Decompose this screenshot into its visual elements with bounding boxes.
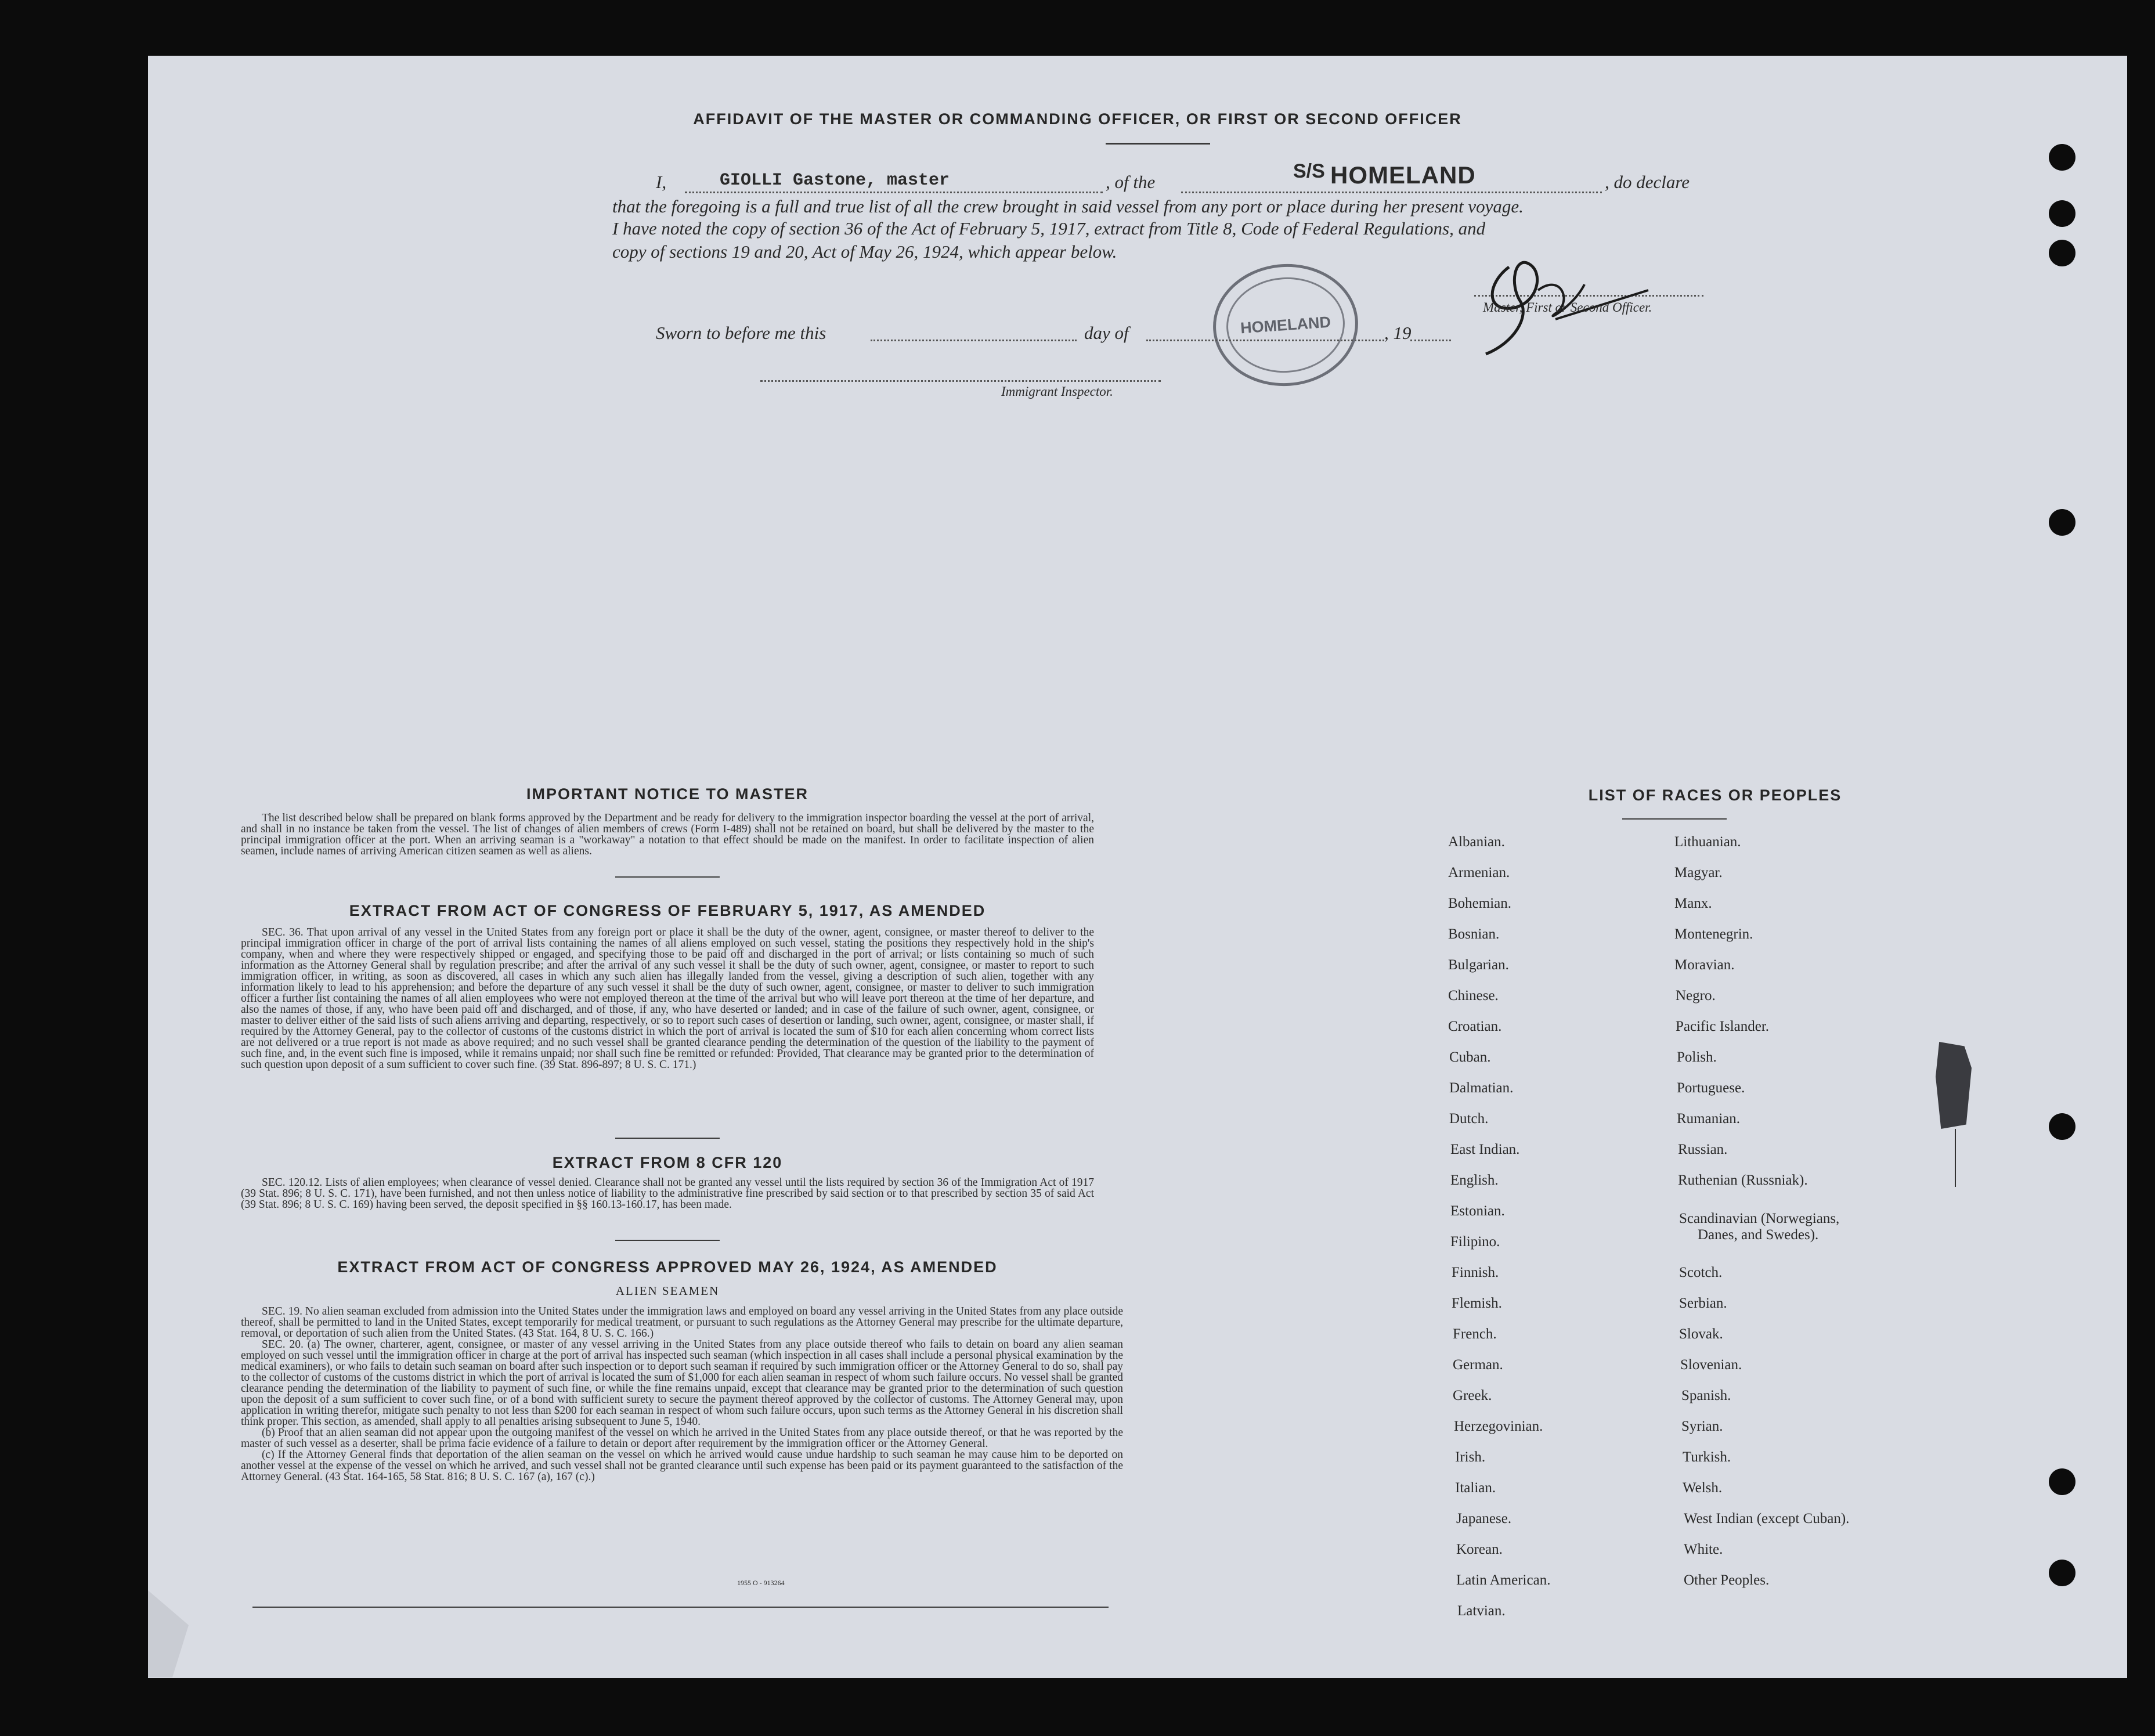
race-item: Dalmatian.: [1449, 1080, 1514, 1096]
race-item: Turkish.: [1683, 1449, 1731, 1465]
race-item: Rumanian.: [1677, 1111, 1741, 1127]
race-item: Welsh.: [1683, 1480, 1723, 1496]
sworn-year-dots: [1410, 340, 1451, 341]
race-item: French.: [1453, 1326, 1497, 1342]
year-prefix: , 19: [1384, 323, 1412, 343]
of-the-label: , of the: [1106, 172, 1156, 192]
races-title: LIST OF RACES OR PEOPLES: [1588, 786, 1842, 804]
extract-1917-rule: [615, 1138, 720, 1139]
race-item: Slovenian.: [1680, 1357, 1742, 1373]
notice-title: IMPORTANT NOTICE TO MASTER: [526, 785, 808, 803]
binder-hole: [2049, 509, 2075, 536]
binder-hole: [2049, 1468, 2075, 1495]
do-declare-label: , do declare: [1605, 172, 1690, 192]
race-item: Bohemian.: [1448, 896, 1512, 911]
race-item: Latin American.: [1456, 1572, 1551, 1588]
race-item: English.: [1450, 1172, 1499, 1188]
sworn-label: Sworn to before me this: [656, 323, 826, 343]
stamp-text: HOMELAND: [1240, 313, 1331, 337]
race-item: Lithuanian.: [1674, 834, 1741, 850]
race-item: Bulgarian.: [1448, 957, 1509, 973]
binder-hole: [2049, 200, 2075, 227]
notice-body: [241, 813, 1094, 857]
alien-seamen-subtitle: ALIEN SEAMEN: [615, 1284, 720, 1298]
race-item: Danes, and Swedes).: [1698, 1227, 1819, 1243]
section-20c-paragraph: (c) If the Attorney General finds that deportation of the alien seaman on the vessel on which he arrived would cause undue hardship to such seaman he may cause him to be deported on another vessel at the expense of the vessel on which he arrived, and such vessel shall not be granted clearance until such expense has been paid or its payment guaranteed to the satisfaction of the Attorney General. (43 Stat. 164-165, 58 Stat. 816; 8 U. S. C. 167 (a), 167 (c).): [241, 1449, 1123, 1483]
notice-paragraph: The list described below shall be prepared on blank forms approved by the Department and be ready for delivery to the immigration inspector boarding the vessel at the port of arrival, and shall in no instance be taken from the vessel. The list of changes of alien members of crews (Form I-489) shall not be retained on board, but shall be delivered by the master to the principal immigration officer at the port. When an arriving seaman is a "workaway" a notation to that effect should be made on the manifest. In order to facilitate inspection of alien seamen, include names of arriving American citizen seamen as well as aliens.: [241, 812, 1094, 857]
sworn-day-dots: [871, 340, 1077, 341]
race-item: Spanish.: [1681, 1388, 1731, 1403]
footer-rule: [252, 1607, 1109, 1608]
race-item: Bosnian.: [1448, 926, 1500, 942]
race-item: Finnish.: [1452, 1265, 1499, 1280]
notice-rule: [615, 876, 720, 878]
vessel-prefix: S/S: [1293, 160, 1325, 182]
race-item: Portuguese.: [1677, 1080, 1745, 1096]
declaration-line-3: I have noted the copy of section 36 of the Act of February 5, 1917, extract from Title 8, Code of Federal Regulations, and: [612, 218, 1486, 239]
races-title-rule: [1622, 818, 1727, 820]
race-item: Moravian.: [1674, 957, 1735, 973]
binder-hole: [2049, 144, 2075, 171]
race-item: Filipino.: [1450, 1234, 1500, 1250]
race-item: Estonian.: [1450, 1203, 1505, 1219]
race-item: Scotch.: [1679, 1265, 1723, 1280]
race-item: Croatian.: [1448, 1019, 1502, 1034]
extract-cfr-body: [241, 1177, 1094, 1210]
section-36-paragraph: SEC. 36. That upon arrival of any vessel in the United States from any foreign port or place it shall be the duty of the owner, agent, consignee, or master thereof to deliver to the principal immigration officer in charge of the port of arrival lists containing the names of all aliens employed on such vessel, stating the positions they respectively hold in the ship's company, when and where they were respectively shipped or engaged, and specifying those to be paid off and discharged in the port of arrival; or lists containing so much of such information as the Attorney General shall by regulation prescribe; and after the arrival of any such vessel it shall be the duty of such owner, agent, consignee, or master to report to such immigration officer, in writing, as soon as discovered, all cases in which any such alien has illegally landed from the vessel, giving a description of such alien, together with any information likely to lead to his apprehension; and before the departure of any such vessel it shall be the duty of such owner, agent, consignee, or master to deliver to such immigration officer a further list containing the names of all alien employees who were not employed thereon at the time of the arrival but who will leave port thereon at the time of her departure, and also the names of those, if any, who have been paid off and discharged, and of those, if any, who have deserted or landed; and in case of the failure of such owner, agent, consignee, or master to deliver either of the said lists of such aliens arriving and departing, respectively, or so to report such cases of desertion or landing, such owner, agent, consignee, or master shall, if required by the Attorney General, pay to the collector of customs of the customs district in which the port of arrival is located the sum of $10 for each alien concerning whom correct lists are not delivered or a true report is not made as above required; and no such vessel shall be granted clearance pending the determination of the question of the liability to the payment of such fine, and, in the event such fine is imposed, while it remains unpaid; nor shall such fine be remitted or refunded: Provided, That clearance may be granted prior to the determination of such question upon deposit of a sum sufficient to cover such fine. (39 Stat. 896-897; 8 U. S. C. 171.): [241, 926, 1094, 1071]
signature-caption: Master, First or Second Officer.: [1483, 300, 1652, 315]
section-20b-paragraph: (b) Proof that an alien seaman did not appear upon the outgoing manifest of the vessel on which he arrived in the United States from any place outside thereof, or that he was reported by the master of such vessel as a deserter, shall be prima facie evidence of a failure to detain or deport after requirement by the immigration officer or the Attorney General.: [241, 1427, 1123, 1450]
race-item: Irish.: [1455, 1449, 1486, 1465]
race-item: White.: [1684, 1542, 1723, 1557]
declaration-line-2: that the foregoing is a full and true list of all the crew brought in said vessel from any port or place during her present voyage.: [612, 196, 1524, 216]
vessel-dots: [1181, 192, 1602, 193]
binder-hole: [2049, 1113, 2075, 1140]
inspector-caption: Immigrant Inspector.: [1001, 384, 1113, 399]
race-item: Other Peoples.: [1684, 1572, 1770, 1588]
tape-line: [1955, 1129, 1956, 1187]
race-item: East Indian.: [1450, 1142, 1520, 1157]
race-item: Latvian.: [1457, 1603, 1506, 1619]
extract-1924-body: [241, 1306, 1123, 1482]
race-item: Russian.: [1678, 1142, 1728, 1157]
race-item: Syrian.: [1681, 1419, 1723, 1434]
tape-mark: [1936, 1042, 1972, 1129]
declaration-line-1: [656, 172, 666, 193]
race-item: Negro.: [1676, 988, 1716, 1004]
race-item: Japanese.: [1456, 1511, 1512, 1526]
race-item: German.: [1453, 1357, 1503, 1373]
master-name: GIOLLI Gastone, master: [720, 171, 950, 190]
binder-hole: [2049, 1560, 2075, 1586]
race-item: Armenian.: [1448, 865, 1510, 880]
sworn-month-dots: [1146, 340, 1384, 341]
extract-1917-body: [241, 927, 1094, 1070]
race-item: Dutch.: [1449, 1111, 1489, 1127]
race-item: Magyar.: [1674, 865, 1723, 880]
printer-mark: 1955 O - 913264: [737, 1579, 785, 1587]
race-item: Ruthenian (Russniak).: [1678, 1172, 1808, 1188]
race-item: Serbian.: [1679, 1295, 1727, 1311]
race-item: West Indian (except Cuban).: [1684, 1511, 1850, 1526]
vessel-name: HOMELAND: [1330, 161, 1476, 189]
race-item: Chinese.: [1448, 988, 1499, 1004]
extract-1924-title: EXTRACT FROM ACT OF CONGRESS APPROVED MAY 26, 1924, AS AMENDED: [337, 1258, 998, 1276]
race-item: Slovak.: [1679, 1326, 1723, 1342]
race-item: Flemish.: [1452, 1295, 1502, 1311]
race-item: Cuban.: [1449, 1049, 1491, 1065]
race-item: Polish.: [1677, 1049, 1717, 1065]
race-item: Montenegrin.: [1674, 926, 1753, 942]
master-name-dots: [685, 192, 1103, 193]
race-item: Herzegovinian.: [1454, 1419, 1543, 1434]
race-item: Albanian.: [1448, 834, 1505, 850]
day-of-label: day of: [1084, 323, 1129, 343]
pronoun: I,: [656, 172, 667, 192]
race-item: Manx.: [1674, 896, 1712, 911]
race-item: Scandinavian (Norwegians,: [1679, 1211, 1840, 1226]
race-item: Korean.: [1456, 1542, 1503, 1557]
section-120-paragraph: SEC. 120.12. Lists of alien employees; when clearance of vessel denied. Clearance shall not be granted any vessel until the lists required by section 36 of the Immigration Act of 1917 (39 Stat. 896; 8 U. S. C. 171), have been furnished, and not then unless notice of liability to the administrative fine prescribed by said section or to that prescribed by section 35 of said Act (39 Stat. 896; 8 U. S. C. 169) having been served, the deposit specified in §§ 160.13-160.17, has been made.: [241, 1176, 1094, 1211]
extract-cfr-title: EXTRACT FROM 8 CFR 120: [552, 1154, 783, 1171]
extract-cfr-rule: [615, 1240, 720, 1241]
declaration-line-4: copy of sections 19 and 20, Act of May 26, 1924, which appear below.: [612, 241, 1117, 262]
binder-hole: [2049, 240, 2075, 266]
section-19-paragraph: SEC. 19. No alien seaman excluded from admission into the United States under the immigration laws and employed on board any vessel arriving in the United States from any place outside thereof, shall be permitted to land in the United States, except temporarily for medical treatment, or pursuant to such regulations as the Attorney General may prescribe for the ultimate departure, removal, or deportation of such alien from the United States. (43 Stat. 164, 8 U. S. C. 166.): [241, 1305, 1123, 1340]
extract-1917-title: EXTRACT FROM ACT OF CONGRESS OF FEBRUARY 5, 1917, AS AMENDED: [349, 902, 986, 919]
inspector-dots: [760, 380, 1161, 382]
race-item: Pacific Islander.: [1676, 1019, 1770, 1034]
race-item: Greek.: [1453, 1388, 1492, 1403]
race-item: Italian.: [1455, 1480, 1496, 1496]
title-rule: [1106, 143, 1210, 145]
affidavit-title: AFFIDAVIT OF THE MASTER OR COMMANDING OFFICER, OR FIRST OR SECOND OFFICER: [693, 110, 1462, 128]
section-20a-paragraph: SEC. 20. (a) The owner, charterer, agent, consignee, or master of any vessel arriving in the United States from any place outside thereof who fails to detain on board any alien seaman employed on such vessel until the immigration officer in charge at the port of arrival has inspected such seaman (which inspection in all cases shall include a personal physical examination by the medical examiners), or who fails to detain such seaman on board after such inspection or to deport such seaman if required by such immigration officer or the Attorney General to do so, shall pay to the collector of customs of the customs district in which the port of arrival is located the sum of $1,000 for each alien seaman in respect of whom such failure occurs. No vessel shall be granted clearance pending the determination of the liability to payment of such fine, or while the fine remains unpaid, except that clearance may be granted prior to the determination of such question upon the deposit of a sum sufficient to cover such fine, or of a bond with sufficient surety to secure the payment thereof approved by the collector of customs. The Attorney General may, upon application in writing therefor, mitigate such penalty to not less than $200 for each seaman in respect of whom such failure occurs, upon such terms as the Attorney General in his discretion shall think proper. This section, as amended, shall apply to all penalties arising subsequent to June 5, 1940.: [241, 1338, 1123, 1428]
